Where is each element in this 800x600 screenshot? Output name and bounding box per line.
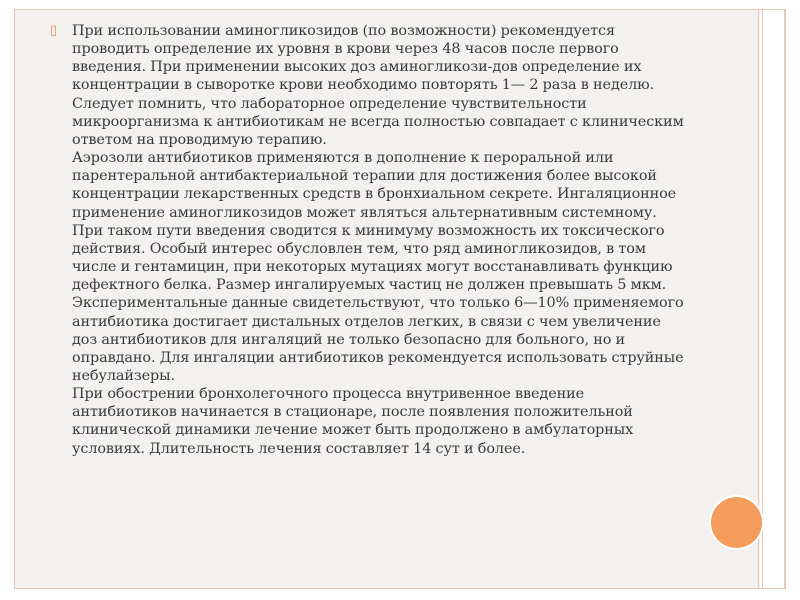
bullet-icon: ▯ <box>50 23 58 38</box>
paragraph-aerosols: Аэрозоли антибиотиков применяются в дополнение к пероральной или парентеральной антибактериальной терапии для достижения более высокой концентрации лекарственных средств в бронхиальном секрете. Ингаляционное применение аминогликозидов может являться альтернативным системному. При таком пути введения сводится к минимуму возможность их токсического действия. Особый интерес обусловлен тем, что ряд аминогликозидов, в том числе и гентамицин, при некоторых мутациях могут восстанавливать функцию дефектного белка. Размер ингалируемых частиц не должен превышать 5 мкм. Экспериментальные данные свидетельствуют, что только 6—10% применяемого антибиотика достигает дистальных отделов легких, в связи с чем увеличение доз антибиотиков для ингаляций не только безопасно для больного, но и оправдано. Для ингаляции антибиотиков рекомендуется использовать струйные небулайзеры. <box>72 150 684 384</box>
decorative-rule <box>758 10 759 588</box>
decorative-rule <box>784 10 785 588</box>
accent-circle <box>711 497 762 548</box>
paragraph-exacerbation: При обострении бронхолегочного процесса внутривенное введение антибиотиков начинается в стационаре, после появления положительной клинической динамики лечение может быть продолжено в амбулаторных условиях. Длительность лечения составляет 14 сут и более. <box>72 386 634 457</box>
decorative-side-band <box>760 10 784 588</box>
paragraph-monitoring: При использовании аминогликозидов (по возможности) рекомендуется проводить определение их уровня в крови через 48 часов после первого введения. При применении высоких доз аминогликози-дов определение их концентрации в сыворотке крови необходимо повторять 1— 2 раза в неделю. <box>72 23 655 94</box>
body-text <box>72 22 690 458</box>
slide-content <box>50 22 690 458</box>
paragraph-sensitivity: Следует помнить, что лабораторное определение чувствительности микроорганизма к антибиотикам не всегда полностью совпадает с клиническим ответом на проводимую терапию. <box>72 95 684 148</box>
decorative-rule <box>762 10 763 588</box>
